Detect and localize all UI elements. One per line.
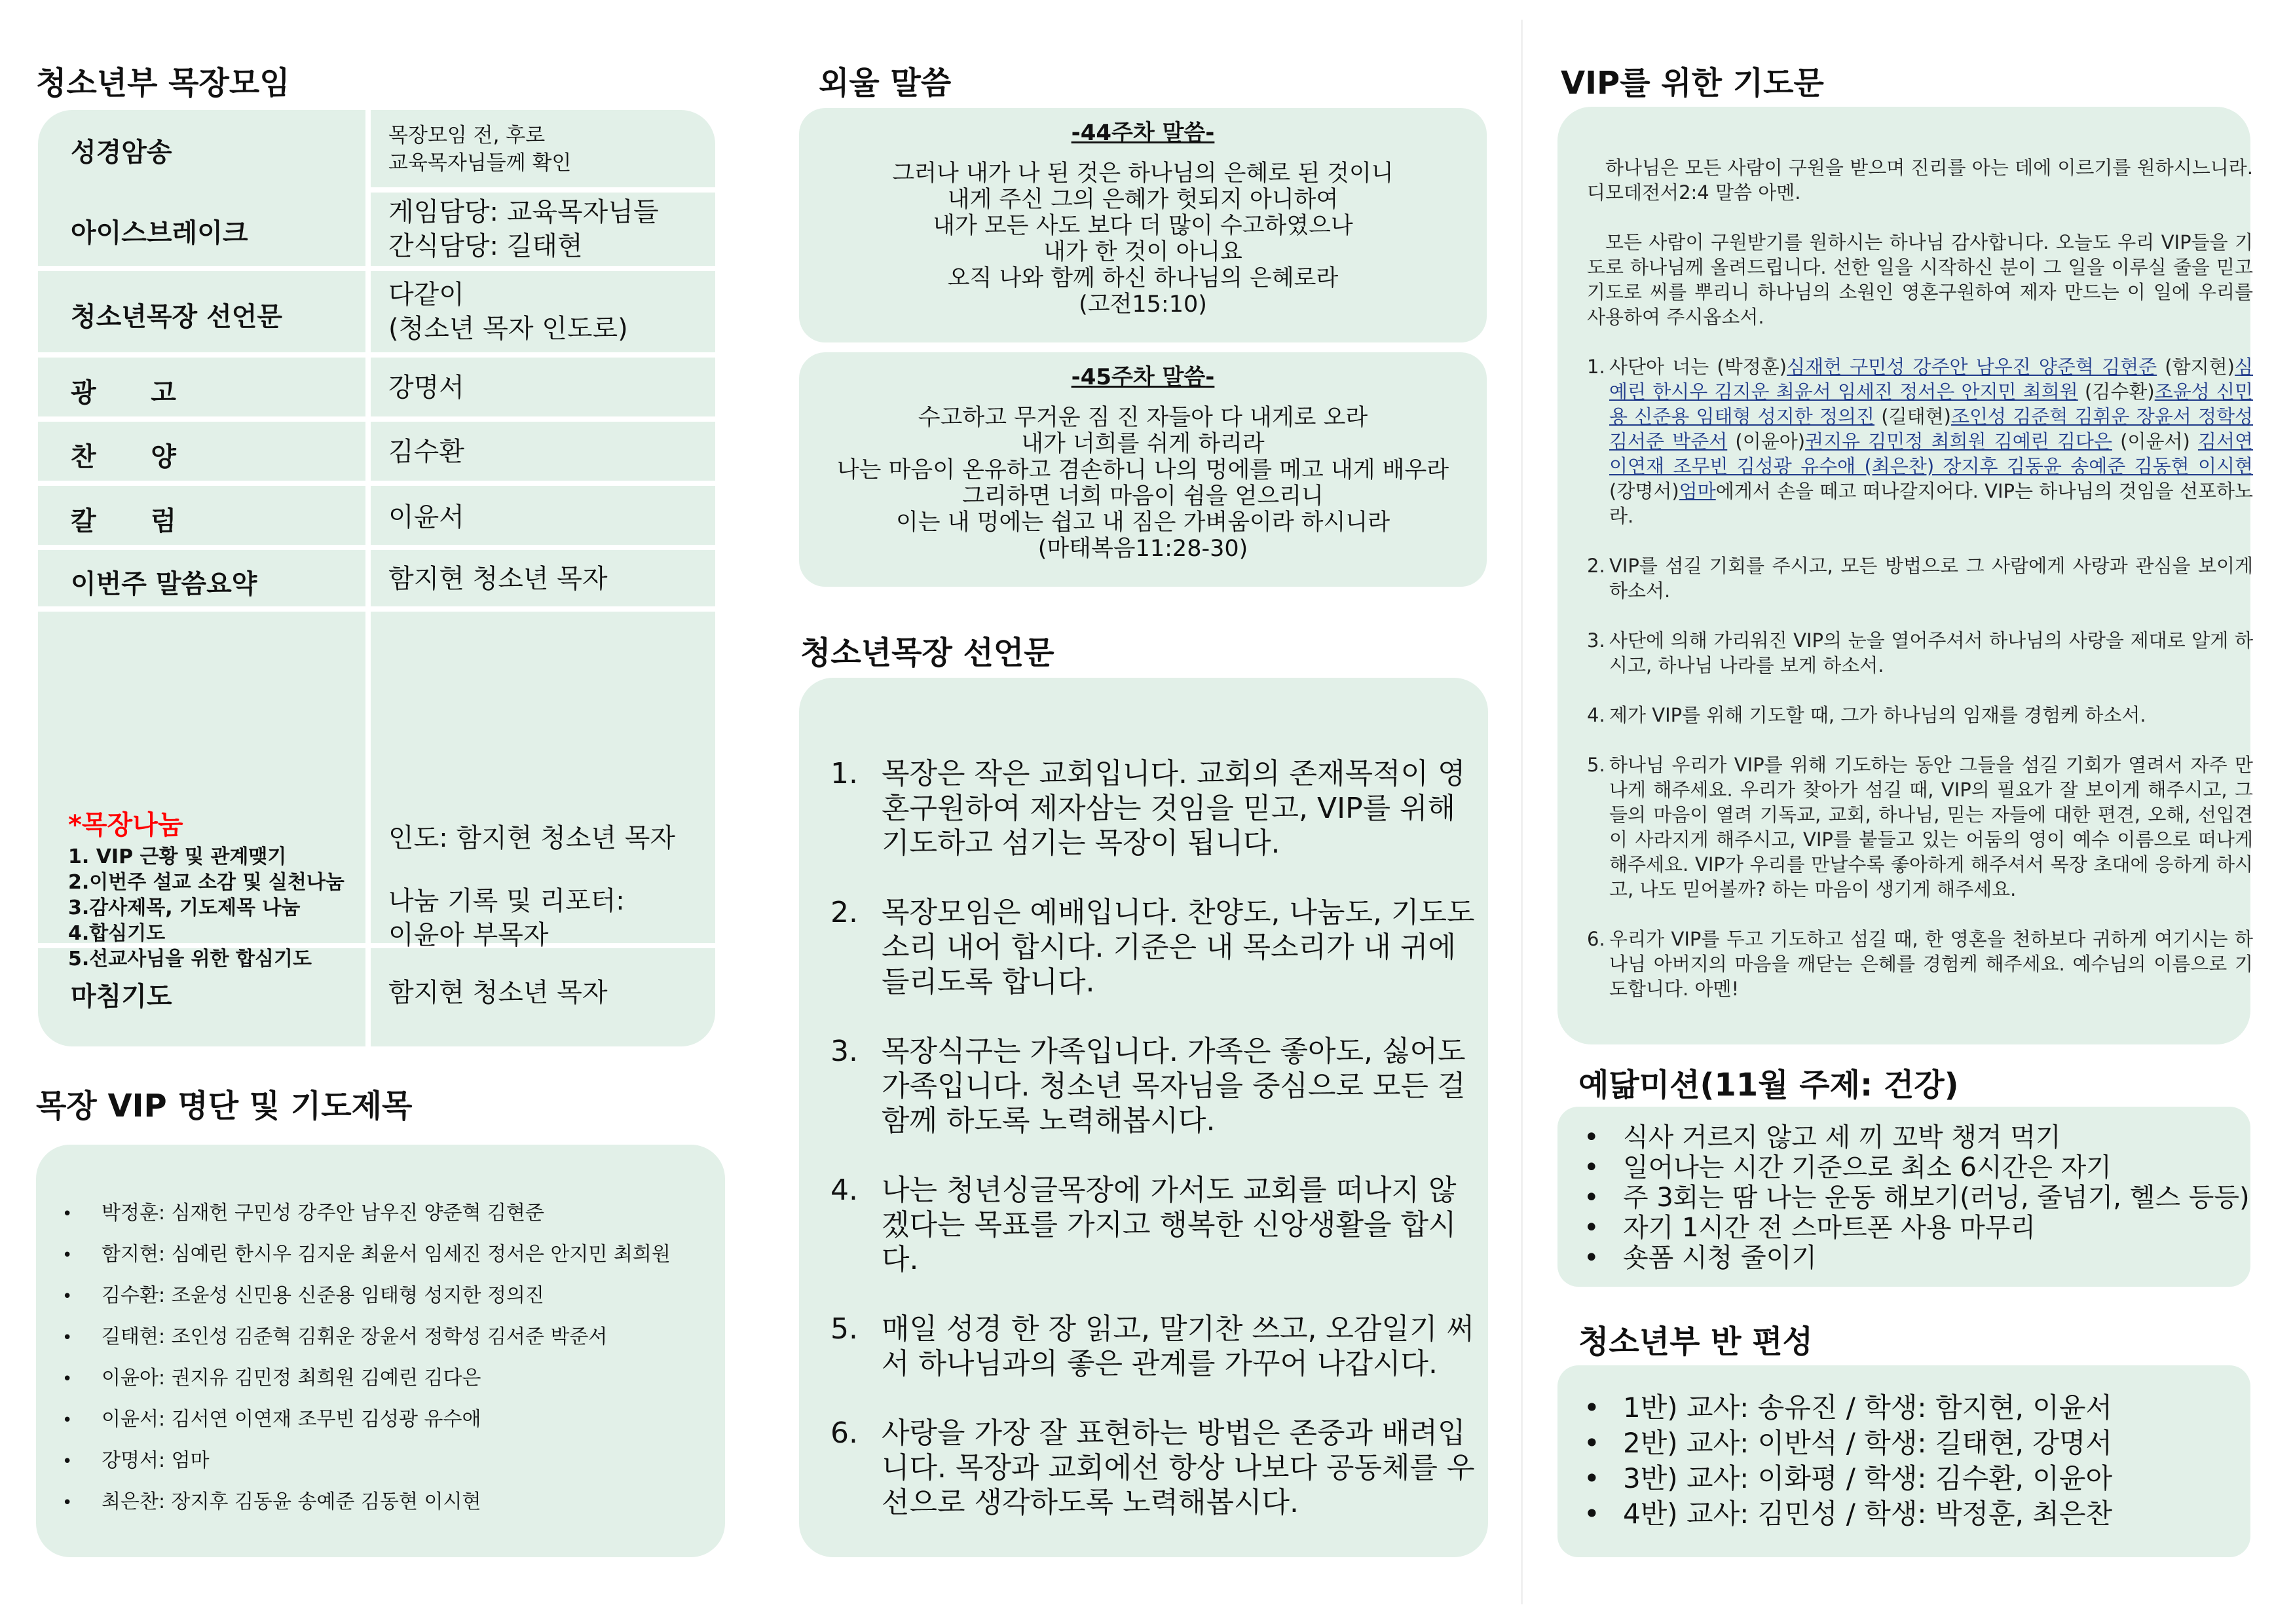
row-value: 강명서 (388, 373, 464, 403)
row-label: 광 고 (71, 378, 176, 408)
list-item: 2.이번주 설교 소감 및 실천나눔 (68, 871, 345, 894)
table-row (38, 110, 715, 187)
row-divider (38, 352, 737, 358)
row-label: 찬 양 (71, 442, 176, 472)
row-divider (38, 606, 737, 612)
item-number: 3. (1587, 629, 1605, 652)
verse-line: 내게 주신 그의 은혜가 헛되지 아니하여 (947, 187, 1339, 213)
row-value: 인도: 함지현 청소년 목자 나눔 기록 및 리포터: 이윤아 부목자 (388, 823, 676, 950)
table-row (38, 612, 715, 970)
table-row (38, 486, 715, 545)
verse-line: 오직 나와 함께 하신 하나님의 은혜로라 (947, 265, 1339, 291)
prayer-names: 김서연 이연재 조무빈 김성광 유수애 (최은찬) 장지후 김동윤 송예준 김동현 이시현 (1609, 430, 2253, 477)
item-number: 6. (830, 1416, 858, 1450)
verse-title: -44주차 말씀- (1071, 120, 1215, 146)
list-item-text: 박정훈: 심재헌 구민성 강주안 남우진 양준혁 김현준 (102, 1202, 544, 1225)
verse-line: (마태복음11:28-30) (1037, 536, 1248, 562)
list-item-text: 일어나는 시간 기준으로 최소 6시간은 자기 (1623, 1153, 2112, 1183)
table-row (38, 550, 715, 606)
list-item (62, 1276, 671, 1317)
item-number: 5. (1587, 754, 1605, 776)
prayer-item-text (1609, 354, 2253, 528)
vip-list (62, 1193, 671, 1523)
list-item (830, 895, 1479, 999)
list-item: 5.선교사님을 위한 합심기도 (68, 948, 312, 970)
list-item-text: 주 3회는 땀 나는 운동 해보기(러닝, 줄넘기, 헬스 등등) (1623, 1183, 2250, 1213)
class-panel (1557, 1365, 2250, 1557)
item-text: 목장은 작은 교회입니다. 교회의 존재목적이 영혼구원하여 제자삼는 것임을 믿고, VIP를 위해 기도하고 섬기는 목장이 됩니다. (882, 757, 1466, 860)
verse-line: 내가 한 것이 아니요 (1043, 239, 1242, 265)
prayer-item (1587, 628, 2253, 678)
item-number: 2. (830, 896, 858, 929)
row-value: 게임담당: 교육목자님들 간식담당: 길태현 (388, 197, 659, 261)
table-row (38, 193, 715, 266)
bullet: • (1584, 1243, 1599, 1273)
verse-title: -45주차 말씀- (1071, 364, 1215, 390)
prayer-item-text: 사단에 의해 가리워진 VIP의 눈을 열어주셔서 하나님의 사랑을 제대로 알게 하시고, 하나님 나라를 보게 하소서. (1609, 629, 2253, 676)
list-item-text: 이윤서: 김서연 이연재 조무빈 김성광 유수애 (102, 1408, 481, 1431)
prayer-names: 조인성 김준혁 김휘운 장윤서 정학성 김서준 박준서 (1609, 405, 2254, 452)
prayer-leader: (이윤서) (2112, 430, 2198, 452)
list-item (62, 1399, 671, 1441)
declaration-heading: 청소년목장 선언문 (800, 635, 1054, 671)
bullet: • (1584, 1462, 1600, 1494)
prayer-tail: 에게서 손을 떼고 떠나갈지어다. VIP는 하나님의 것임을 선포하노라. (1609, 480, 2253, 527)
class-list (1584, 1390, 2112, 1532)
list-item (1584, 1461, 2112, 1496)
row-value: 함지현 청소년 목자 (388, 564, 608, 594)
list-item: 4.합심기도 (68, 922, 166, 945)
prayer-item-text: 우리가 VIP를 두고 기도하고 섬길 때, 한 영혼을 천하보다 귀하게 여기시는 하나님 아버지의 마음을 깨닫는 은혜를 경험케 해주세요. 예수님의 이름으로 기도합니다. 아멘! (1609, 928, 2253, 1000)
list-item (1584, 1496, 2112, 1532)
mission-list (1584, 1122, 2250, 1273)
bullet: • (1584, 1427, 1600, 1459)
row-value: 목장모임 전, 후로 교육목자님들께 확인 (388, 124, 572, 175)
item-number: 4. (830, 1173, 858, 1207)
list-item (1584, 1243, 2250, 1273)
prayer-item: 1. 사단아 너는 (박정훈)심재헌 구민성 강주안 남우진 양준혁 김현준 (함지현)심예린 한시우 김지운 최윤서 임세진 정서은 안지민 최희원 (김수환)조윤성 신민용 신준용 임태형 성지한 정의진 (길태현)조인성 김준혁 김휘운 장윤서 정학성 김서준 박준서 (이윤아)권지유 김민정 최희원 김예린 김다은 (이윤서) 김서연 이연재 조무빈 김성광 유수애 (최은찬) 장지후 김동윤 송예준 김동현 이시현 (강명서)엄마에게서 손을 떼고 떠나갈지어다. VIP는 하나님의 것임을 선포하노라. (1587, 356, 2254, 527)
sharing-title: *목장나눔 (68, 810, 183, 840)
list-item (62, 1441, 671, 1482)
prayer-item-text: 하나님 우리가 VIP를 위해 기도하는 동안 그들을 섬길 기회가 열려서 자주 만나게 해주세요. 우리가 찾아가 섬길 때, VIP의 필요가 잘 보이게 해주시고, 그들의 마음이 열려 기독교, 교회, 하나님, 믿는 자들에 대한 편견, 오해, 선입견이 사라지게 해주시고, VIP를 붙들고 있는 어둠의 영이 예수 이름으로 떠나게 해주세요. VIP가 우리를 만날수록 좋아하게 해주셔서 목장 초대에 응하게 하시고, 나도 믿어볼까? 하는 마음이 생기게 해주세요. (1609, 754, 2253, 900)
prayer-names: 조윤성 신민용 신준용 임태형 성지한 정의진 (1609, 380, 2254, 428)
list-item (62, 1482, 671, 1523)
vip-prayer-panel (1557, 107, 2254, 1044)
list-item (830, 1034, 1479, 1138)
list-item (1584, 1183, 2250, 1213)
list-item-text: 3반) 교사: 이화평 / 학생: 김수환, 이윤아 (1623, 1462, 2113, 1494)
prayer-item (1587, 703, 2253, 728)
list-item (830, 1173, 1479, 1277)
prayer-item (1587, 553, 2253, 603)
youth-meeting-heading: 청소년부 목장모임 (36, 65, 290, 101)
verse-line: 나는 마음이 온유하고 겸손하니 나의 멍에를 메고 내게 배우라 (836, 457, 1449, 483)
row-value: 이윤서 (388, 502, 464, 532)
row-value: 함지현 청소년 목자 (388, 978, 608, 1008)
row-value: 김수환 (388, 437, 464, 467)
row-label: 칼 럼 (71, 506, 176, 536)
vip-list-heading: 목장 VIP 명단 및 기도제목 (36, 1088, 413, 1124)
list-item (1584, 1122, 2250, 1153)
table-row (38, 422, 715, 481)
row-label: 성경암송 (71, 138, 172, 168)
list-item-text: 이윤아: 권지유 김민정 최희원 김예린 김다은 (102, 1367, 481, 1390)
row-divider (38, 266, 737, 271)
list-item (830, 1312, 1479, 1381)
declaration-panel (799, 678, 1488, 1557)
row-label: 마침기도 (71, 982, 172, 1012)
list-item-text: 김수환: 조윤성 신민용 신준용 임태형 성지한 정의진 (102, 1284, 544, 1307)
row-label: 이번주 말씀요약 (71, 569, 257, 599)
column-divider (1521, 20, 1523, 1604)
row-divider (38, 481, 737, 486)
verse-line: 그러나 내가 나 된 것은 하나님의 은혜로 된 것이니 (892, 160, 1394, 187)
list-item: 1. VIP 근황 및 관계맺기 (68, 845, 287, 868)
bullet: • (1584, 1213, 1599, 1243)
bullet: • (62, 1246, 73, 1265)
list-item (830, 756, 1479, 860)
mission-heading: 예닮미션(11월 주제: 건강) (1578, 1067, 1959, 1103)
row-value: 다같이 (청소년 목자 인도로) (388, 280, 628, 344)
verse-card-44 (799, 108, 1487, 342)
prayer-text (1587, 155, 2253, 1026)
verse-line: 이는 내 멍에는 쉽고 내 짐은 가벼움이라 하시니라 (895, 509, 1390, 536)
bullet: • (62, 1411, 73, 1430)
bullet: • (1584, 1183, 1599, 1213)
bullet: • (1584, 1392, 1600, 1424)
vip-list-panel (36, 1145, 725, 1557)
list-item (62, 1317, 671, 1358)
prayer-names: 엄마 (1679, 480, 1716, 502)
declaration-list (830, 756, 1479, 1555)
prayer-leader: (이윤아) (1727, 430, 1806, 452)
row-divider (371, 187, 737, 193)
item-text: 사랑을 가장 잘 표현하는 방법은 존중과 배려입니다. 목장과 교회에선 항상 나보다 공동체를 우선으로 생각하도록 노력해봅시다. (882, 1416, 1475, 1519)
verse-45 (799, 364, 1487, 562)
item-number: 1. (830, 757, 858, 790)
list-item: 3.감사제목, 기도제목 나눔 (68, 896, 301, 919)
verse-text (799, 405, 1487, 562)
verse-line: 내가 모든 사도 보다 더 많이 수고하였으나 (933, 213, 1353, 239)
list-item-text: 숏폼 시청 줄이기 (1623, 1243, 1817, 1273)
item-text: 목장식구는 가족입니다. 가족은 좋아도, 싫어도 가족입니다. 청소년 목자님을 중심으로 모든 걸 함께 하도록 노력해봅시다. (882, 1035, 1466, 1137)
list-item (62, 1234, 671, 1276)
prayer-leader: (김수환) (2078, 380, 2155, 403)
bullet: • (1584, 1498, 1600, 1530)
prayer-intro: 하나님은 모든 사람이 구원을 받으며 진리를 아는 데에 이르기를 원하시느니라. 디모데전서2:4 말씀 아멘. (1587, 157, 2253, 204)
verse-line: (고전15:10) (1079, 291, 1207, 318)
list-item-text: 최은찬: 장지후 김동윤 송예준 김동현 이시현 (102, 1490, 481, 1513)
item-text: 나는 청년싱글목장에 가서도 교회를 떠나지 않겠다는 목표를 가지고 행복한 신앙생활을 합시다. (882, 1173, 1457, 1276)
prayer-lead: 사단아 너는 (1609, 356, 1717, 378)
list-item-text: 1반) 교사: 송유진 / 학생: 함지현, 이윤서 (1623, 1392, 2113, 1424)
prayer-item (1587, 752, 2253, 902)
prayer-item-text: 제가 VIP를 위해 기도할 때, 그가 하나님의 임재를 경험케 하소서. (1609, 704, 2146, 726)
prayer-intro: 모든 사람이 구원받기를 원하시는 하나님 감사합니다. 오늘도 우리 VIP들을 기도로 하나님께 올려드립니다. 선한 일을 시작하신 분이 그 일을 이루실 줄을 믿고 기도로 씨를 뿌리니 하나님의 소원인 영혼구원하여 제자 만드는 이 일에 우리를 사용하여 주시옵소서. (1587, 231, 2253, 328)
meeting-schedule-table (38, 110, 715, 1046)
item-number: 4. (1587, 704, 1605, 726)
prayer-names: 심재헌 구민성 강주안 남우진 양준혁 김현준 (1787, 356, 2157, 378)
bullet: • (62, 1287, 73, 1306)
bullet: • (62, 1328, 73, 1348)
verse-card-45 (799, 352, 1487, 587)
list-item-text: 자기 1시간 전 스마트폰 사용 마무리 (1623, 1213, 2036, 1243)
list-item (1584, 1153, 2250, 1183)
prayer-names: 심예린 한시우 김지운 최윤서 임세진 정서은 안지민 최희원 (1609, 356, 2253, 403)
mission-panel (1557, 1107, 2250, 1287)
list-item-text: 강명서: 엄마 (102, 1449, 210, 1472)
verse-44 (799, 120, 1487, 318)
row-label: 아이스브레이크 (71, 218, 248, 248)
list-item-text: 4반) 교사: 김민성 / 학생: 박정훈, 최은찬 (1623, 1498, 2113, 1530)
item-text: 목장모임은 예배입니다. 찬양도, 나눔도, 기도도 소리 내어 합시다. 기준은 내 목소리가 내 귀에 들리도록 합니다. (882, 896, 1475, 999)
prayer-item (1587, 927, 2253, 1001)
vip-prayer-heading: VIP를 위한 기도문 (1561, 65, 1824, 101)
prayer-items (1587, 553, 2253, 1001)
verse-line: 내가 너희를 쉬게 하리라 (1021, 431, 1265, 457)
verse-line: 그리하면 너희 마음이 쉼을 얻으리니 (962, 483, 1324, 509)
item-number: 6. (1587, 928, 1605, 950)
row-label: 청소년목장 선언문 (71, 302, 283, 332)
row-divider (38, 416, 737, 422)
list-item-text: 2반) 교사: 이반석 / 학생: 길태현, 강명서 (1623, 1427, 2113, 1459)
verse-text (799, 160, 1487, 318)
bullet: • (62, 1452, 73, 1471)
class-heading: 청소년부 반 편성 (1578, 1323, 1813, 1360)
memory-verse-heading: 외울 말씀 (819, 65, 952, 101)
list-item (830, 1416, 1479, 1520)
item-number: 3. (830, 1035, 858, 1068)
bullet: • (1584, 1122, 1599, 1153)
list-item (1584, 1213, 2250, 1243)
bullet: • (62, 1493, 73, 1513)
prayer-leader: (강명서) (1609, 480, 1679, 502)
prayer-names: 권지유 김민정 최희원 김예린 김다은 (1805, 430, 2112, 452)
list-item (62, 1193, 671, 1234)
item-text: 매일 성경 한 장 읽고, 말기찬 쓰고, 오감일기 써서 하나님과의 좋은 관계를 가꾸어 나갑시다. (882, 1312, 1474, 1380)
list-item (1584, 1390, 2112, 1426)
list-item (62, 1358, 671, 1399)
list-item (1584, 1426, 2112, 1461)
bullet: • (62, 1369, 73, 1389)
row-divider (38, 545, 737, 550)
bullet: • (62, 1204, 73, 1224)
item-number: 2. (1587, 555, 1605, 577)
prayer-item-text: VIP를 섬길 기회를 주시고, 모든 방법으로 그 사람에게 사랑과 관심을 보이게 하소서. (1609, 555, 2253, 602)
sharing-block (68, 804, 345, 972)
table-row (38, 948, 715, 1046)
prayer-leader: (길태현) (1874, 405, 1951, 428)
item-number: 5. (830, 1312, 858, 1346)
table-row (38, 358, 715, 416)
prayer-leader: (함지현) (2157, 356, 2235, 378)
prayer-leader: (박정훈) (1717, 356, 1787, 378)
list-item-text: 식사 거르지 않고 세 끼 꼬박 챙겨 먹기 (1623, 1122, 2061, 1153)
list-item-text: 길태현: 조인성 김준혁 김휘운 장윤서 정학성 김서준 박준서 (102, 1325, 608, 1348)
list-item-text: 함지현: 심예린 한시우 김지운 최윤서 임세진 정서은 안지민 최희원 (102, 1243, 671, 1266)
verse-line: 수고하고 무거운 짐 진 자들아 다 내게로 오라 (918, 405, 1368, 431)
bullet: • (1584, 1153, 1599, 1183)
table-row (38, 271, 715, 352)
